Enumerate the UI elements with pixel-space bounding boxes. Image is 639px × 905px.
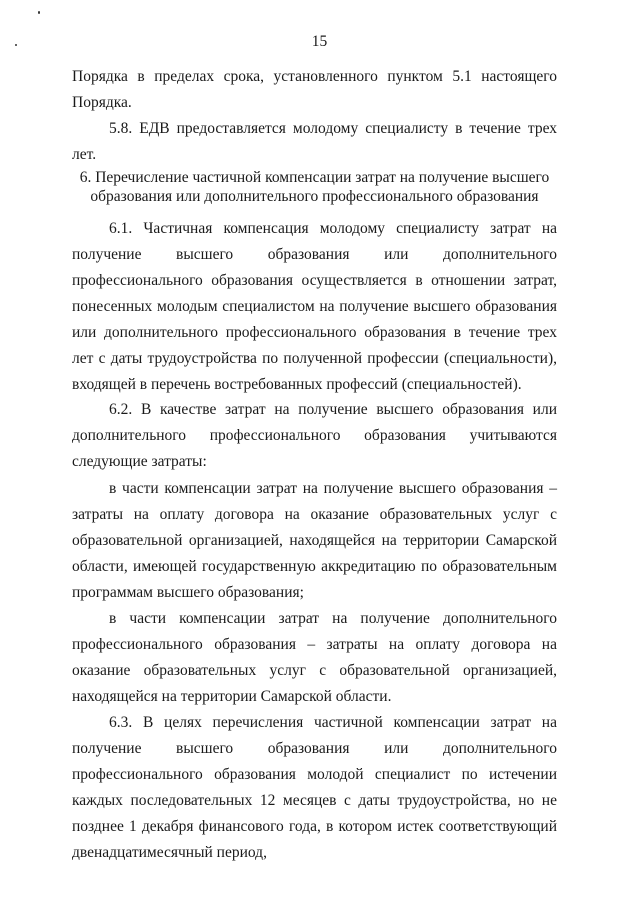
- scan-speck: [38, 11, 40, 14]
- page-number: 15: [311, 33, 328, 50]
- paragraph-5-8: 5.8. ЕДВ предоставляется молодому специалисту в течение трех лет.: [72, 120, 557, 163]
- paragraph-continuation: Порядка в пределах срока, установленного пунктом 5.1 настоящего Порядка.: [72, 68, 557, 111]
- paragraph-6-2-additional-education: в части компенсации затрат на получение дополнительного профессионального образования – затраты на оплату договора на оказание образовательных услуг с образовательной организацией, находящейся на территории Самарской области.: [72, 610, 557, 705]
- section-heading-line: 6. Перечисление частичной компенсации затрат на получение высшего: [79, 169, 550, 186]
- paragraph-6-2-higher-education: в части компенсации затрат на получение высшего образования – затраты на оплату договора на оказание образовательных услуг с образовательной организацией, находящейся на территории Самарской области, имеющей государственную аккредитацию по образовательным программам высшего образования;: [72, 480, 557, 601]
- paragraph-6-2: 6.2. В качестве затрат на получение высшего образования или дополнительного профессионального образования учитываются следующие затраты:: [72, 401, 557, 470]
- paragraph-6-1: 6.1. Частичная компенсация молодому специалисту затрат на получение высшего образования или дополнительного профессионального образования осуществляется в отношении затрат, понесенных молодым специалистом на получение высшего образования или дополнительного профессионального образования в течение трех лет с даты трудоустройства по полученной профессии (специальности), входящей в перечень востребованных профессий (специальностей).: [72, 220, 557, 393]
- paragraph-6-3: 6.3. В целях перечисления частичной компенсации затрат на получение высшего образования или дополнительного профессионального образования молодой специалист по истечении каждых последовательных 12 месяцев с даты трудоустройства, но не позднее 1 декабря финансового года, в котором истек соответствующий двенадцатимесячный период,: [72, 714, 557, 861]
- section-heading: [72, 168, 557, 206]
- section-heading-line: образования или дополнительного профессионального образования: [90, 188, 539, 205]
